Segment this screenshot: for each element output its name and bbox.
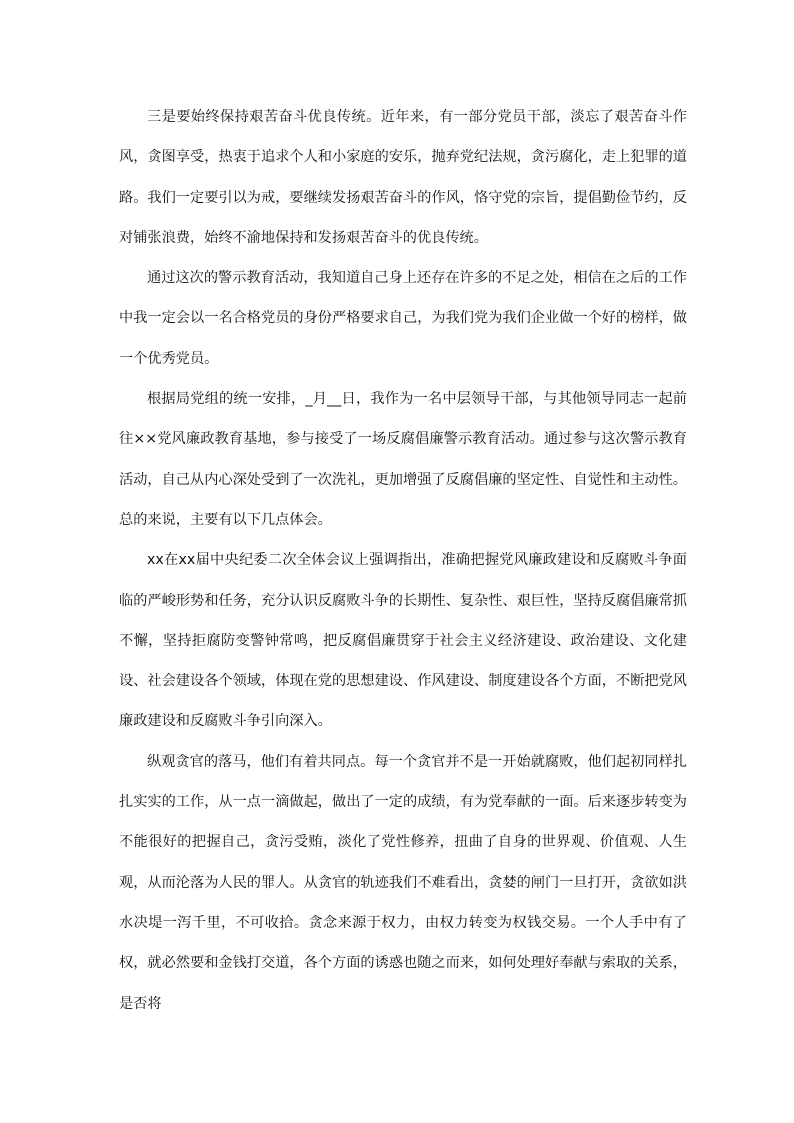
paragraph: 根据局党组的统一安排，_月__日，我作为一名中层领导干部，与其他领导同志一起前往××党风廉政教育基地，参与接受了一场反腐倡廉警示教育活动。通过参与这次警示教育活动，自己从内心深处受到了一次洗礼，更加增强了反腐倡廉的坚定性、自觉性和主动性。总的来说，主要有以下几点体会。 (119, 391, 687, 528)
paragraph: xx在xx届中央纪委二次全体会议上强调指出，准确把握党风廉政建设和反腐败斗争面临的严峻形势和任务，充分认识反腐败斗争的长期性、复杂性、艰巨性，坚持反腐倡廉常抓不懈，坚持拒腐防变警钟常鸣，把反腐倡廉贯穿于社会主义经济建设、政治建设、文化建设、社会建设各个领域，体现在党的思想建设、作风建设、制度建设各个方面，不断把党风廉政建设和反腐败斗争引向深入。 (119, 552, 687, 730)
paragraph: 纵观贪官的落马，他们有着共同点。每一个贪官并不是一开始就腐败，他们起初同样扎扎实实的工作，从一点一滴做起，做出了一定的成绩，有为党奉献的一面。后来逐步转变为不能很好的把握自己，贪污受贿，淡化了党性修养，扭曲了自身的世界观、价值观、人生观，从而沦落为人民的罪人。从贪官的轨迹我们不难看出，贪婪的闸门一旦打开，贪欲如洪水决堤一泻千里，不可收拾。贪念来源于权力，由权力转变为权钱交易。一个人手中有了权，就必然要和金钱打交道，各个方面的诱惑也随之而来，如何处理好奉献与索取的关系，是否将 (119, 753, 687, 1012)
document-body (119, 97, 687, 1024)
paragraph: 通过这次的警示教育活动，我知道自己身上还存在许多的不足之处，相信在之后的工作中我一定会以一名合格党员的身份严格要求自己，为我们党为我们企业做一个好的榜样，做一个优秀党员。 (119, 270, 687, 367)
paragraph: 三是要始终保持艰苦奋斗优良传统。近年来，有一部分党员干部，淡忘了艰苦奋斗作风，贪图享受，热衷于追求个人和小家庭的安乐，抛弃党纪法规，贪污腐化，走上犯罪的道路。我们一定要引以为戒，要继续发扬艰苦奋斗的作风，恪守党的宗旨，提倡勤俭节约，反对铺张浪费，始终不渝地保持和发扬艰苦奋斗的优良传统。 (119, 109, 687, 246)
